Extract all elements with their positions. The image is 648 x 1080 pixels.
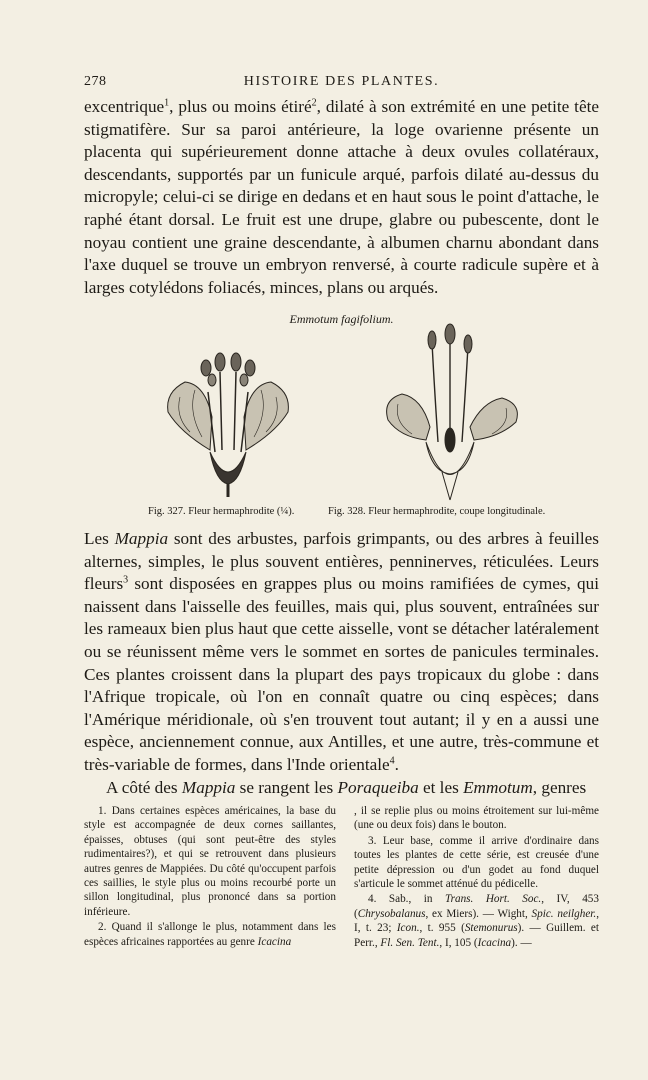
footnotes-right-column (354, 804, 599, 951)
footnote-ref-1[interactable]: 1 (164, 97, 170, 109)
footnote-3: 3. Leur base, comme il arrive d'ordinaire dans toutes les plantes de cette série, est creusée d'une petite dépression ou d'un godet au fond duquel s'articule le sommet atténué du pédicelle. (354, 834, 599, 891)
text-run: , dilaté à son extrémité en une petite tête stigmatifère. Sur sa paroi antérieure, la loge ovarienne présente un placenta qui supérieurement donne attache à deux ovules collatéraux, descendants, supportés par un funicule arqué, parfois dilaté au-dessus du micropyle; celui-ci se dirige en dedans et en haut sous le point d'attache, le raphé étant dorsal. Le fruit est une drupe, glabre ou pubescente, dont le noyau contient une graine descendante, à albumen charnu abondant dans l'axe duquel se trouve un embryon renversé, à courte radicule supère et à larges cotylédons foliacés, minces, plans ou arqués. (84, 97, 599, 297)
genus-name: Mappia (181, 777, 236, 797)
paragraph-start (84, 777, 599, 800)
footnote-2 (84, 920, 336, 949)
text-run: Les (84, 529, 115, 548)
figure-captions (84, 506, 599, 522)
text-run: 2. Quand il s'allonge le plus, notamment dans les espèces africaines rapportées au genre (84, 921, 336, 948)
footnote-ref-4[interactable]: 4 (389, 755, 395, 767)
caption-fig-327: Fig. 327. Fleur hermaphrodite (¼). (148, 506, 295, 517)
text-run: et les (418, 777, 464, 797)
fig-328-flower-section (387, 324, 518, 500)
genus-name: Icacina (257, 935, 292, 948)
figure-title: Emmotum fagifolium. (289, 312, 394, 326)
caption-fig-328: Fig. 328. Fleur hermaphrodite, coupe longitudinale. (328, 506, 546, 517)
page-number: 278 (84, 74, 107, 89)
top-paragraph (84, 96, 599, 299)
main-paragraph (84, 528, 599, 799)
flower-illustration (150, 322, 530, 502)
genus-name: Poraqueiba (337, 777, 419, 797)
footnote-1: 1. Dans certaines espèces américaines, la base du style est accompagnée de deux cornes saillantes, épaisses, obtuses (qui sont peut-être des styles rudimentaires?), et qui se retrouvent dans plusieurs autres genres de Mappiées. Du côté qu'occupent parfois ces saillies, le style plus ou moins recourbé porte un sillon longitudinal, plus prononcé dans sa portion inférieure. (84, 805, 336, 918)
text-run: se rangent les (235, 777, 338, 797)
text-run: sont disposées en grappes plus ou moins ramifiées de cymes, qui naissent dans l'aisselle des feuilles, mais qui, plus souvent, entraînées sur les rameaux bien plus haut que cette aisselle, vont se détacher latéralement ou se réunissent même vers le sommet en sortes de panicules terminales. Ces plantes croissent dans la plupart des pays tropicaux du globe : dans l'Afrique tropicale, où l'on en connaît quatre ou cinq espèces; dans l'Amérique méridionale, où s'en trouvent tout autant; il y en a aussi une espèce, anciennement connue, aux Antilles, et une autre, très-commune et très-variable de formes, dans l'Inde orientale (84, 574, 599, 774)
fig-327-flower (168, 353, 289, 497)
running-title: HISTOIRE DES PLANTES. (243, 74, 440, 89)
text-run: , plus ou moins étiré (169, 97, 312, 116)
footnote-4: 4. Sab., in Trans. Hort. Soc., IV, 453 (Chrysobalanus, ex Miers). — Wight, Spic. neilgher., I, t. 23; Icon., t. 955 (Stemonurus). — Guillem. et Perr., Fl. Sen. Tent., I, 105 (Icacina). — (354, 893, 599, 949)
text-run: . (394, 754, 399, 774)
footnotes-left-column (84, 804, 336, 950)
footnote-2-continued: , il se replie plus ou moins étroitement sur lui-même (une ou deux fois) dans le bouton. (354, 805, 599, 832)
text-run: , genres (532, 777, 587, 797)
text-run: excentrique (84, 97, 165, 116)
text-run: sont des arbustes, parfois grimpants, ou des arbres à feuilles alternes, simples, le plus souvent entières, penninerves, réticulées. Leurs fleurs (84, 529, 599, 594)
genus-name: Mappia (114, 529, 169, 548)
footnote-ref-2[interactable]: 2 (311, 97, 317, 109)
text-run: A côté des (106, 777, 182, 797)
footnote-ref-3[interactable]: 3 (123, 574, 129, 586)
running-head (84, 74, 599, 94)
genus-name: Emmotum (463, 777, 533, 797)
